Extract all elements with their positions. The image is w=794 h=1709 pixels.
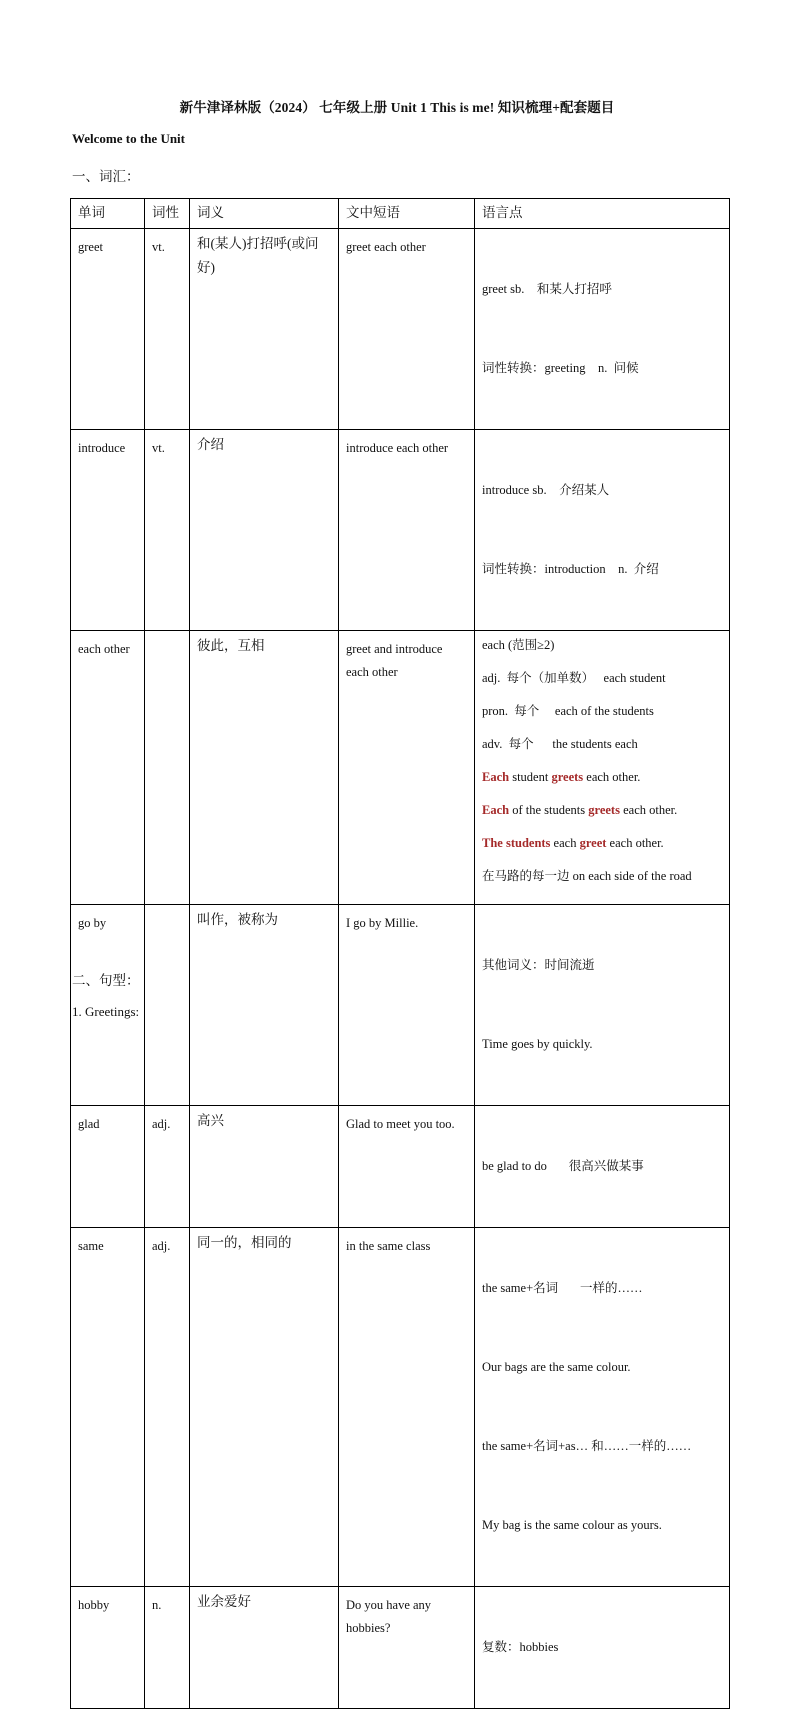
- highlight-word: Each: [482, 770, 510, 784]
- note-line: adj. 每个（加单数） each student: [482, 671, 666, 685]
- header-phrase: 文中短语: [339, 199, 475, 229]
- highlight-word: Each: [482, 803, 510, 817]
- note-line: 词性转换：greeting n. 问候: [482, 361, 639, 375]
- note-line: Time goes by quickly.: [482, 1037, 593, 1051]
- cell-pos: adj.: [145, 1106, 190, 1228]
- table-row: [71, 1106, 730, 1228]
- example-sentence: [482, 766, 722, 788]
- cell-word: same: [71, 1228, 145, 1587]
- cell-pos: [145, 905, 190, 1106]
- cell-notes: [475, 1228, 730, 1587]
- cell-word: go by: [71, 905, 145, 1106]
- cell-phrase: greet each other: [339, 229, 475, 430]
- note-line: Our bags are the same colour.: [482, 1360, 631, 1374]
- note-line: My bag is the same colour as yours.: [482, 1518, 662, 1532]
- cell-meaning: 叫作，被称为: [190, 905, 339, 1106]
- header-pos: 词性: [145, 199, 190, 229]
- note-line: 词性转换：introduction n. 介绍: [482, 562, 659, 576]
- table-row: [71, 1587, 730, 1709]
- cell-meaning: 介绍: [190, 430, 339, 631]
- cell-word: hobby: [71, 1587, 145, 1709]
- cell-notes: [475, 905, 730, 1106]
- table-row: [71, 1228, 730, 1587]
- cell-pos: n.: [145, 1587, 190, 1709]
- plain-text: each other.: [583, 770, 641, 784]
- highlight-word: The students: [482, 836, 551, 850]
- pattern-heading: 二、句型：: [72, 973, 140, 988]
- table-row: [71, 905, 730, 1106]
- note-line: 其他词义：时间流逝: [482, 958, 595, 972]
- section-heading: Welcome to the Unit: [72, 131, 186, 146]
- cell-meaning: 同一的，相同的: [190, 1228, 339, 1587]
- cell-word: each other: [71, 631, 145, 905]
- table-header-row: [71, 199, 730, 229]
- example-sentence: [482, 832, 722, 854]
- cell-word: introduce: [71, 430, 145, 631]
- highlight-word: greet: [579, 836, 607, 850]
- cell-phrase: greet and introduce each other: [339, 631, 475, 905]
- cell-phrase: introduce each other: [339, 430, 475, 631]
- cell-meaning: 彼此，互相: [190, 631, 339, 905]
- vocabulary-table: [70, 198, 730, 1709]
- plain-text: of the students: [509, 803, 589, 817]
- plain-text: student: [509, 770, 552, 784]
- greetings-item: 1. Greetings:: [72, 1004, 140, 1019]
- note-line: 复数：hobbies: [482, 1640, 559, 1654]
- note-line: each (范围≥2): [482, 638, 555, 652]
- cell-pos: [145, 631, 190, 905]
- cell-notes: [475, 229, 730, 430]
- cell-phrase: Glad to meet you too.: [339, 1106, 475, 1228]
- cell-phrase: in the same class: [339, 1228, 475, 1587]
- highlight-word: greets: [588, 803, 620, 817]
- plain-text: each other.: [606, 836, 664, 850]
- header-notes: 语言点: [475, 199, 730, 229]
- note-line: the same+名词 一样的……: [482, 1281, 643, 1295]
- note-line: pron. 每个 each of the students: [482, 704, 654, 718]
- example-sentence: [482, 799, 722, 821]
- cell-notes: [475, 430, 730, 631]
- table-row: [71, 430, 730, 631]
- cell-meaning: 业余爱好: [190, 1587, 339, 1709]
- note-line: 在马路的每一边 on each side of the road: [482, 869, 692, 883]
- table-row: [71, 229, 730, 430]
- note-line: be glad to do 很高兴做某事: [482, 1159, 644, 1173]
- plain-text: each: [550, 836, 580, 850]
- note-line: introduce sb. 介绍某人: [482, 483, 610, 497]
- cell-notes: [475, 1106, 730, 1228]
- cell-meaning: 和(某人)打招呼(或问好): [190, 229, 339, 430]
- cell-phrase: Do you have any hobbies?: [339, 1587, 475, 1709]
- cell-pos: vt.: [145, 430, 190, 631]
- note-line: adv. 每个 the students each: [482, 737, 638, 751]
- plain-text: each other.: [619, 803, 678, 817]
- header-word: 单词: [71, 199, 145, 229]
- vocab-heading: 一、词汇：: [72, 169, 140, 184]
- document-title: 新牛津译林版（2024） 七年级上册 Unit 1 This is me! 知识梳理+配套题目: [179, 100, 615, 115]
- cell-word: glad: [71, 1106, 145, 1228]
- cell-word: greet: [71, 229, 145, 430]
- highlight-word: greets: [551, 770, 584, 784]
- note-line: greet sb. 和某人打招呼: [482, 282, 612, 296]
- header-meaning: 词义: [190, 199, 339, 229]
- table-row: [71, 631, 730, 905]
- cell-notes: [475, 631, 730, 905]
- cell-notes: [475, 1587, 730, 1709]
- cell-pos: vt.: [145, 229, 190, 430]
- cell-meaning: 高兴: [190, 1106, 339, 1228]
- cell-phrase: I go by Millie.: [339, 905, 475, 1106]
- cell-pos: adj.: [145, 1228, 190, 1587]
- note-line: the same+名词+as… 和……一样的……: [482, 1439, 692, 1453]
